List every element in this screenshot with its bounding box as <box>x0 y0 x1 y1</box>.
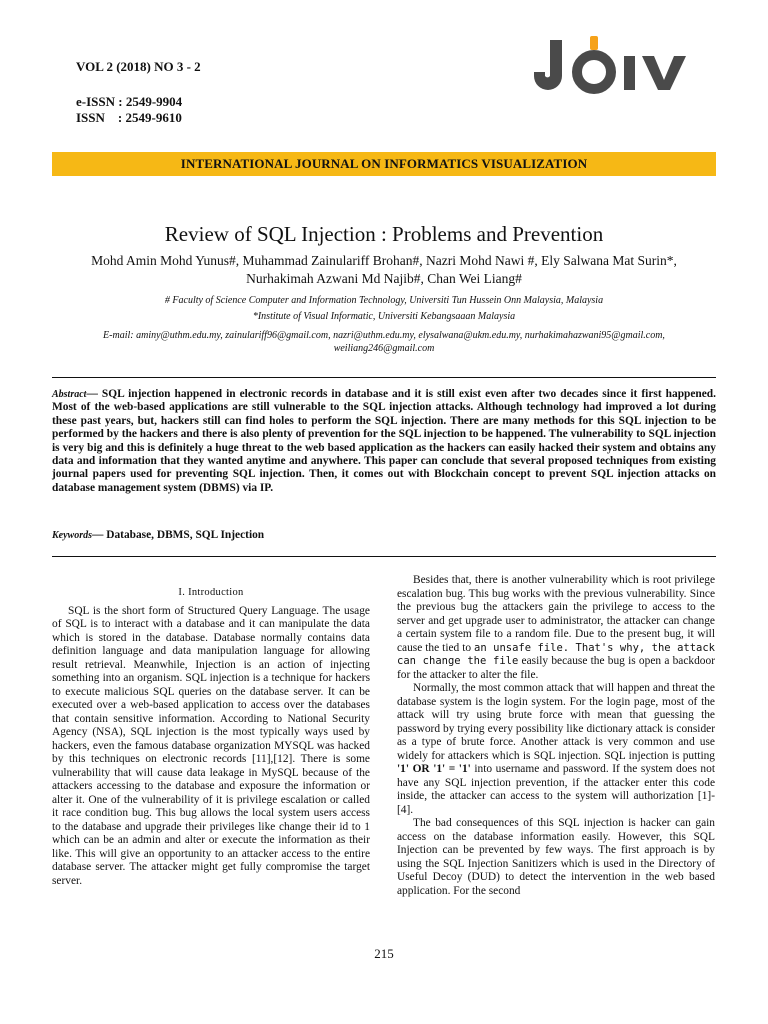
paragraph <box>397 682 715 817</box>
divider <box>52 556 716 557</box>
abstract-text: — SQL injection happened in electronic records in database and it is still exist even after two decades since it first happened. Most of the web-based applications are still vulnerable to the SQL injection attacks. Although technology had improved a lot during these past years, but, hackers still can find holes to perform the SQL injection. There are many methods for this SQL injection to be performed by the hackers and there is also plenty of prevention for the SQL injection to be happened. The vulnerability to SQL injection is very big and this is definitely a huge threat to the web based application as the hackers can easily hacked their system and obtains any data and information that they wanted anytime and anywhere. This paper can conclude that several proposed techniques from existing journal papers used for preventing SQL injection. Then, it comes out with Blockchain concept to prevent SQL injection attacks on database management system (DBMS) via IP. <box>52 388 716 494</box>
inline-code: '1' OR '1' = '1' <box>397 763 471 775</box>
left-column <box>52 574 370 888</box>
right-column <box>397 574 715 898</box>
inline-code: an unsafe file. That's why, the attack can change the file <box>397 641 715 667</box>
eissn-label: e-ISSN : 2549-9904 <box>76 94 183 109</box>
paragraph-text: into username and password. If the system does not have any SQL injection prevention, if the attacker enter this code inside, the attacker can access to the system will authorization [1]-[4]. <box>397 763 715 816</box>
paper-title: Review of SQL Injection : Problems and Prevention <box>164 222 604 246</box>
author-list: Mohd Amin Mohd Yunus#, Muhammad Zainulariff Brohan#, Nazri Mohd Nawi #, Ely Salwana Mat Surin*, Nurhakimah Azwani Md Najib#, Chan Wei Liang# <box>91 253 677 286</box>
keywords-text: — Database, DBMS, SQL Injection <box>92 529 265 541</box>
paragraph-text: Normally, the most common attack that will happen and threat the database system is the login system. For the login page, most of the attack will try using brute force with mean that guessing the password by trying every possibility like dictionary attack is consider as a type of brute force. Another attack is very common and use widely for attackers which is SQL injection. SQL injection is putting <box>397 682 715 762</box>
divider <box>52 377 716 378</box>
paragraph: The bad consequences of this SQL injection is hacker can gain access on the database information easily. However, this SQL Injection can be prevented by few ways. The first approach is by using the SQL Injection Sanitizers which is used in the Directory of Useful Decoy (DUD) to detect the intervention in the web based application. For the second <box>397 817 715 897</box>
journal-name-band: INTERNATIONAL JOURNAL ON INFORMATICS VISUALIZATION <box>52 152 716 176</box>
abstract-label: Abstract <box>52 389 87 400</box>
keywords-label: Keywords <box>52 530 92 541</box>
affiliation-secondary: *Institute of Visual Informatic, Universiti Kebangsaaan Malaysia <box>252 311 516 322</box>
volume-label: VOL 2 (2018) NO 3 - 2 <box>76 59 201 74</box>
journal-logo <box>532 34 698 96</box>
paragraph <box>397 574 715 682</box>
author-emails: E-mail: aminy@uthm.edu.my, zainulariff96@gmail.com, nazri@uthm.edu.my, elysalwana@ukm.edu.my, nurhakimahazwani95@gmail.com, weiliang246@gmail.com <box>103 330 665 354</box>
issn-label: ISSN : 2549-9610 <box>76 110 182 125</box>
abstract <box>52 388 716 495</box>
page-number: 215 <box>374 946 394 961</box>
section-heading: I. Introduction <box>178 587 244 598</box>
paragraph-text: Besides that, there is another vulnerability which is root privilege escalation bug. This bug works with the previous vulnerability. Since the previous bug the attackers gain the privilege to access to the server and get upgrade user to administrator, the attacker can change a certain system file to a random file. Due to the present bug, it will cause the tied to <box>397 574 715 654</box>
affiliation-primary: # Faculty of Science Computer and Information Technology, Universiti Tun Hussein Onn Malaysia, Malaysia <box>164 295 604 306</box>
keywords <box>52 529 716 541</box>
paragraph: SQL is the short form of Structured Query Language. The usage of SQL is to interact with a database and it can manipulate the data which is stored in the database. Database normally contains data definition language and data manipulation language for allowing result retrieval. Meanwhile, Injection is an action of injecting something into an organism. SQL injection is a technique for hackers to execute malicious SQL queries on the database server. It can be executed over a web-based application to access over the databases that contain sensitive information. According to National Security Agency (NSA), SQL injection is the most typically ways used by hackers, even the famous database organization MYSQL was hacked by this techniques on electronic records [11],[12]. There is some vulnerability that will cause data leakage in MySQL because of the attackers accessing to the database and exposure the information or alter it. One of the vulnerability of it is privilege escalation or called it race condition bug. This bug allows the local system users access to the database and upgrade their privileges like change their id to 1 which can be an admin and alter or execute the information as their like. This will give an opportunity to an attacker access to the entire database server. The attacker might get fully compromise the target server. <box>52 604 370 887</box>
paragraph-text: easily because the bug is open a backdoor for the attacker to alter the file. <box>397 655 715 681</box>
